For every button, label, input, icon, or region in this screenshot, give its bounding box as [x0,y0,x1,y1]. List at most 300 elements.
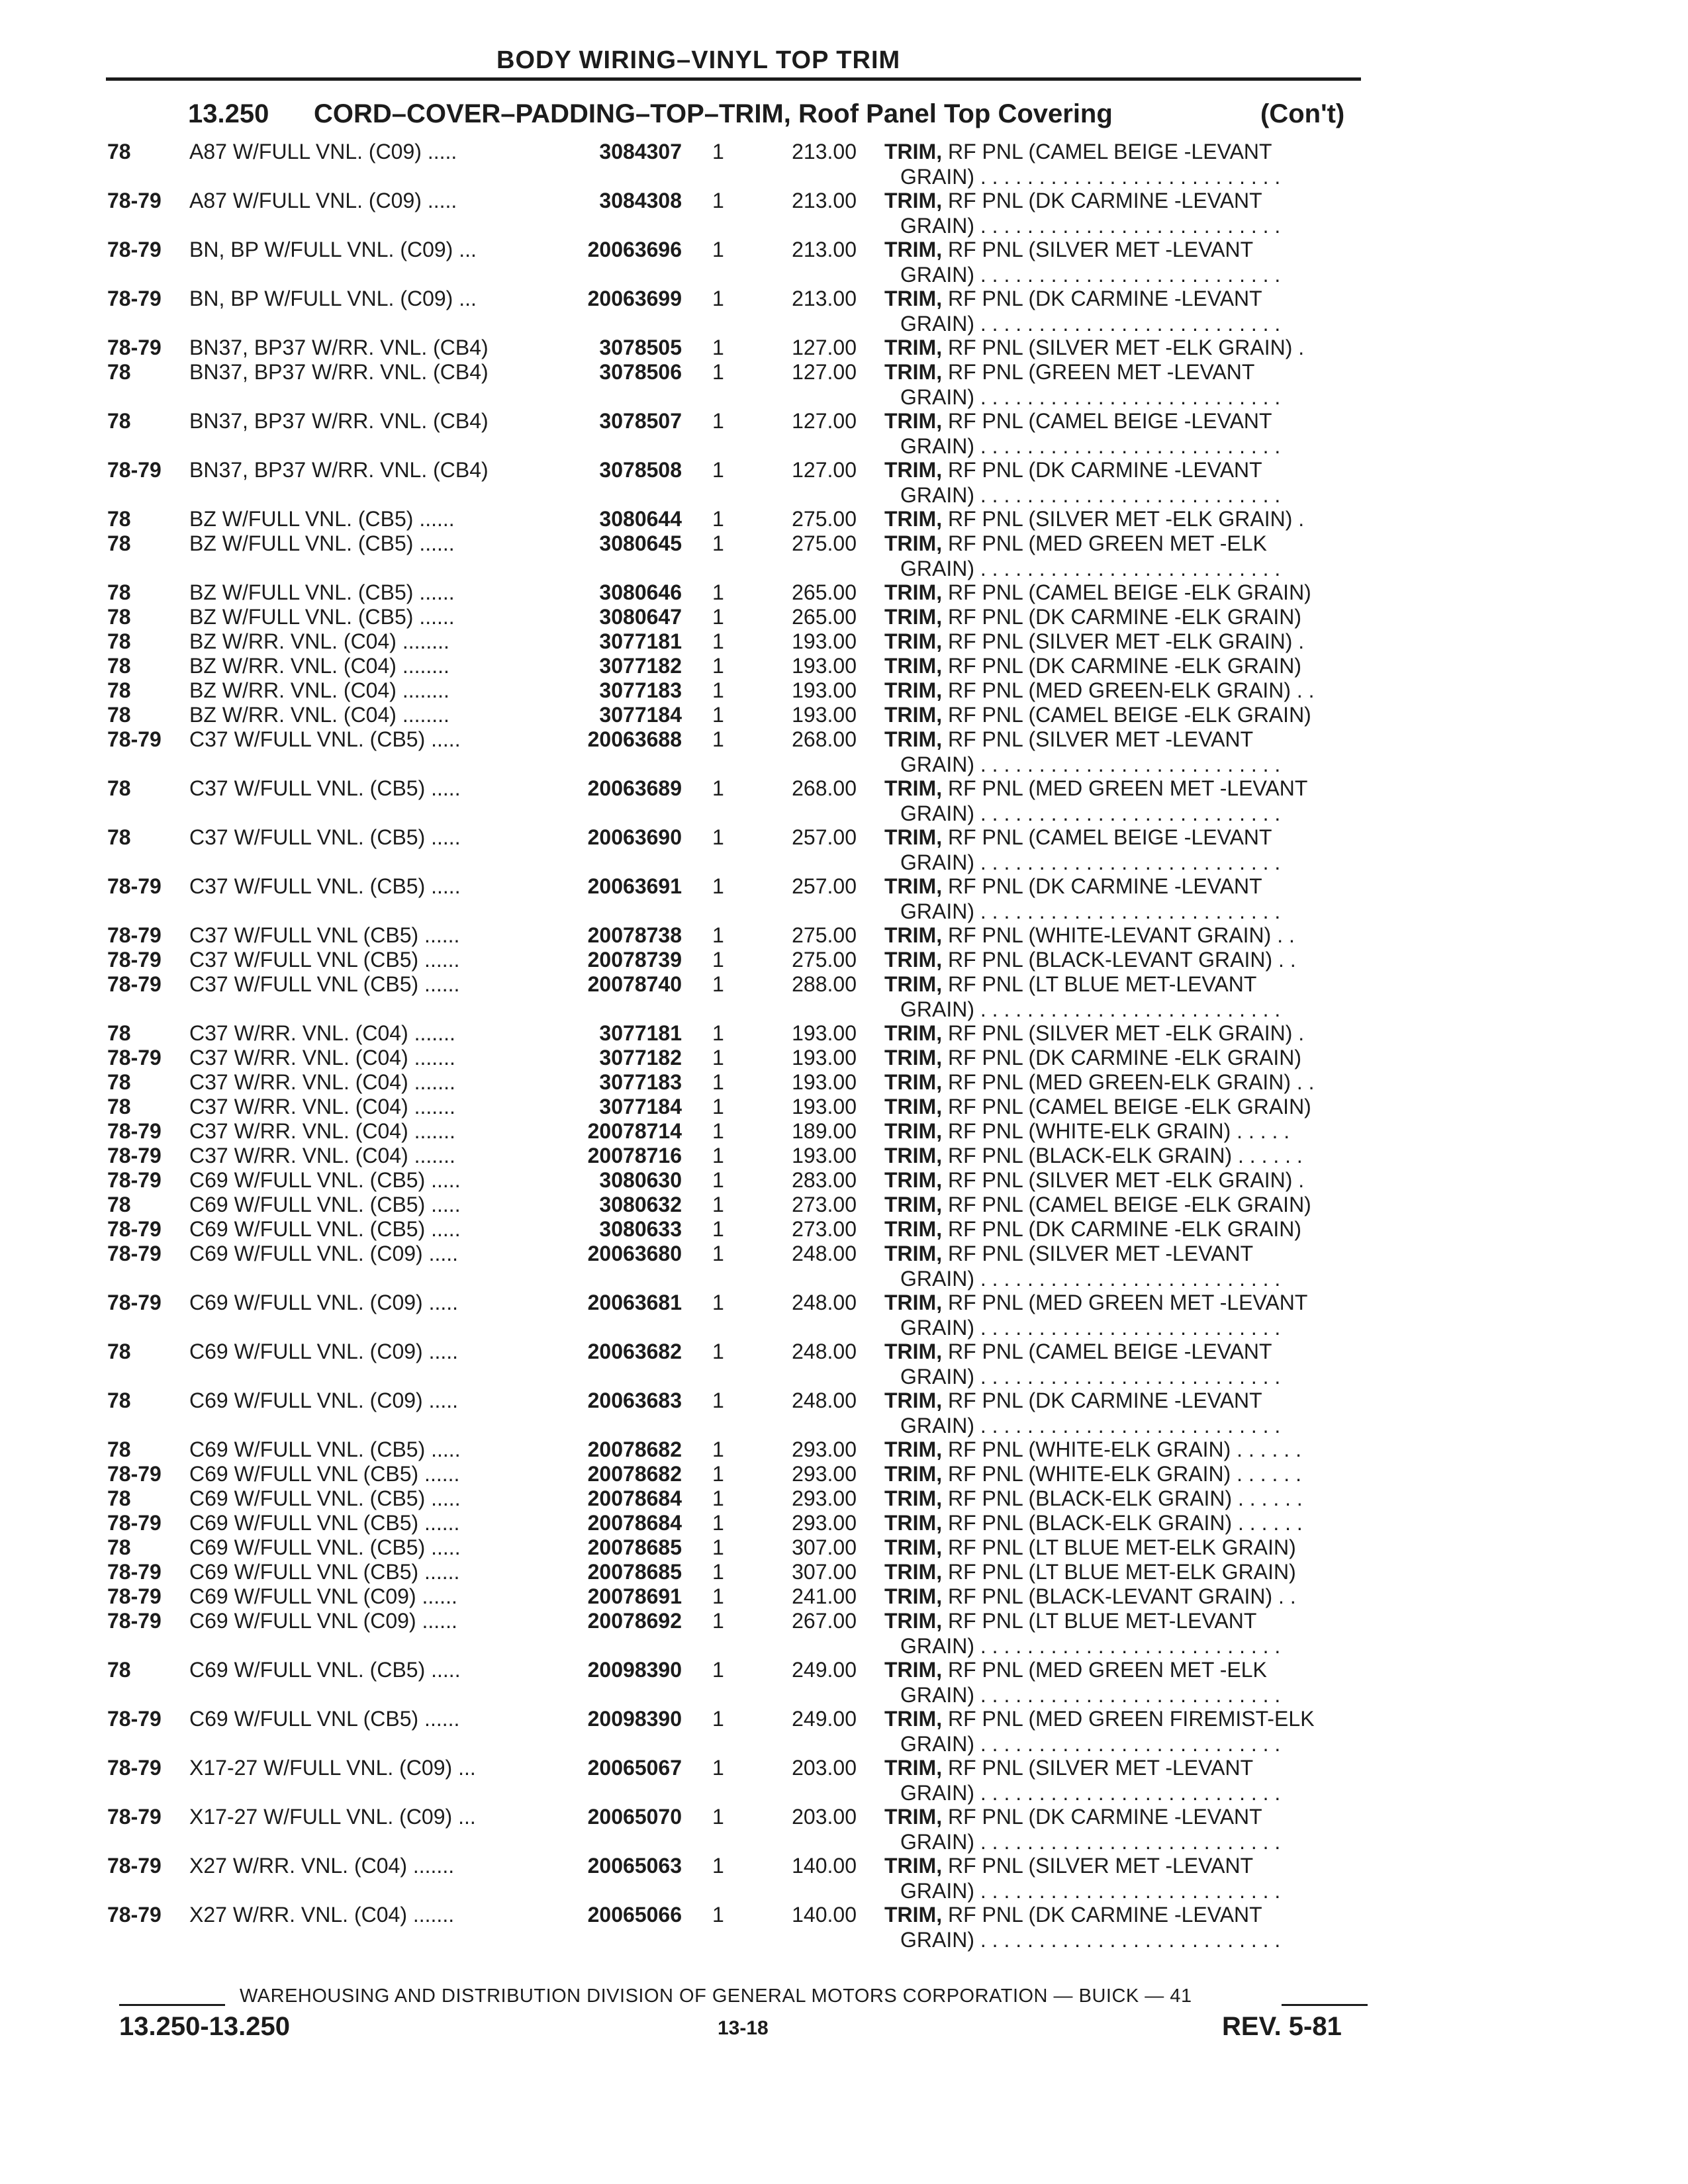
model-description: BN, BP W/FULL VNL. (C09) ... [189,287,477,310]
model-description: C37 W/FULL VNL. (CB5) ..... [189,825,461,849]
part-description-text: RF PNL (MED GREEN MET -LEVANT [942,1291,1308,1314]
model-description: X17-27 W/FULL VNL. (C09) ... [189,1805,476,1829]
model-description: BZ W/RR. VNL. (C04) ........ [189,654,449,678]
model-description: C69 W/FULL VNL (CB5) ...... [189,1707,460,1731]
part-description-head: TRIM, [884,1242,943,1265]
part-description-head: TRIM, [884,360,943,384]
list-price: 127.00 [792,458,857,482]
list-price: 275.00 [792,923,857,947]
quantity: 1 [712,1291,724,1314]
list-price: 203.00 [792,1805,857,1829]
table-row [0,776,1688,825]
table-row [0,580,1688,605]
model-description: BZ W/RR. VNL. (C04) ........ [189,703,449,727]
model-year: 78-79 [107,1462,162,1486]
part-description-head: TRIM, [884,1854,943,1878]
part-description-text: RF PNL (DK CARMINE -LEVANT [942,1805,1262,1829]
quantity: 1 [712,629,724,653]
quantity: 1 [712,972,724,996]
part-number: 20063699 [587,287,682,310]
model-description: C69 W/FULL VNL. (CB5) ..... [189,1658,461,1682]
part-number: 20065066 [587,1903,682,1927]
part-description-text: RF PNL (SILVER MET -LEVANT [942,1854,1254,1878]
model-year: 78-79 [107,1560,162,1584]
part-number: 20078714 [587,1119,682,1143]
list-price: 307.00 [792,1535,857,1559]
part-number: 3080630 [599,1168,682,1192]
table-row [0,1853,1688,1903]
model-description: C69 W/FULL VNL (C09) ...... [189,1609,457,1633]
table-row [0,1167,1688,1193]
part-description [884,1706,1315,1731]
part-description [884,776,1307,801]
quantity: 1 [712,1462,724,1486]
model-description: C69 W/FULL VNL (C09) ...... [189,1584,457,1608]
model-year: 78 [107,703,131,727]
part-description [884,702,1311,727]
part-number: 20078738 [587,923,682,947]
model-year: 78 [107,654,131,678]
table-row [0,335,1688,360]
part-description-text: RF PNL (DK CARMINE -LEVANT [942,874,1262,898]
part-number: 20098390 [587,1658,682,1682]
footer-rule-right [1282,2004,1368,2006]
part-description [884,678,1315,703]
table-row [0,1069,1688,1095]
list-price: 140.00 [792,1903,857,1927]
part-description-head: TRIM, [884,336,943,359]
part-number: 20078682 [587,1462,682,1486]
list-price: 275.00 [792,948,857,972]
part-description [884,1045,1301,1070]
part-description-head: TRIM, [884,727,943,751]
list-price: 257.00 [792,825,857,849]
model-description: C69 W/FULL VNL. (C09) ..... [189,1340,459,1363]
quantity: 1 [712,1437,724,1461]
list-price: 257.00 [792,874,857,898]
model-description: C69 W/FULL VNL. (C09) ..... [189,1291,459,1314]
part-description-text: RF PNL (MED GREEN-ELK GRAIN) . . [942,1070,1315,1094]
part-description-continuation: GRAIN) . . . . . . . . . . . . . . . . . . . . . . . . . . [900,1830,1281,1854]
table-row [0,702,1688,727]
part-description-continuation: GRAIN) . . . . . . . . . . . . . . . . . . . . . . . . . . [900,1414,1281,1437]
list-price: 268.00 [792,727,857,751]
section-continued: (Con't) [1260,99,1345,128]
quantity: 1 [712,1560,724,1584]
quantity: 1 [712,140,724,163]
part-description [884,1094,1311,1119]
part-description [884,1241,1253,1266]
model-year: 78 [107,140,131,163]
part-description [884,1755,1253,1780]
list-price: 241.00 [792,1584,857,1608]
section-heading [188,99,1366,129]
part-description-text: RF PNL (SILVER MET -ELK GRAIN) . [942,1168,1305,1192]
footer-section-range: 13.250-13.250 [119,2012,291,2041]
quantity: 1 [712,1242,724,1265]
part-description-head: TRIM, [884,580,943,604]
part-description-text: RF PNL (SILVER MET -ELK GRAIN) . [942,336,1305,359]
quantity: 1 [712,1535,724,1559]
part-description-continuation: GRAIN) . . . . . . . . . . . . . . . . . . . . . . . . . . [900,165,1281,189]
part-description-text: RF PNL (BLACK-LEVANT GRAIN) . . [942,1584,1296,1608]
model-year: 78-79 [107,1584,162,1608]
part-number: 20078682 [587,1437,682,1461]
quantity: 1 [712,531,724,555]
table-row [0,825,1688,874]
quantity: 1 [712,1658,724,1682]
list-price: 127.00 [792,336,857,359]
model-year: 78-79 [107,1903,162,1927]
model-year: 78-79 [107,1805,162,1829]
table-row [0,1290,1688,1340]
table-row [0,727,1688,776]
part-description-head: TRIM, [884,531,943,555]
model-description: BN37, BP37 W/RR. VNL. (CB4) [189,409,489,433]
quantity: 1 [712,1168,724,1192]
model-description: C37 W/FULL VNL. (CB5) ..... [189,776,461,800]
part-description-text: RF PNL (SILVER MET -LEVANT [942,1242,1254,1265]
model-year: 78-79 [107,972,162,996]
part-description-text: RF PNL (DK CARMINE -ELK GRAIN) [942,654,1301,678]
part-number: 20078684 [587,1486,682,1510]
model-description: C69 W/FULL VNL (CB5) ...... [189,1462,460,1486]
model-description: C69 W/FULL VNL. (CB5) ..... [189,1217,461,1241]
model-description: C69 W/FULL VNL. (CB5) ..... [189,1535,461,1559]
part-number: 3078506 [599,360,682,384]
part-description-head: TRIM, [884,1903,943,1927]
part-description [884,531,1267,556]
table-row [0,1437,1688,1462]
part-description [884,923,1295,948]
part-description [884,972,1256,997]
part-description [884,1657,1267,1682]
model-year: 78-79 [107,727,162,751]
part-number: 3080646 [599,580,682,604]
model-description: C69 W/FULL VNL (CB5) ...... [189,1511,460,1535]
list-price: 288.00 [792,972,857,996]
part-description-text: RF PNL (WHITE-ELK GRAIN) . . . . . . [942,1437,1301,1461]
table-row [0,923,1688,948]
part-description [884,947,1296,972]
part-description-text: RF PNL (GREEN MET -LEVANT [942,360,1255,384]
part-description-head: TRIM, [884,1144,943,1167]
part-number: 20078716 [587,1144,682,1167]
quantity: 1 [712,1340,724,1363]
model-description: BZ W/RR. VNL. (C04) ........ [189,678,449,702]
table-row [0,1143,1688,1168]
list-price: 193.00 [792,703,857,727]
part-description-head: TRIM, [884,703,943,727]
part-description [884,1216,1301,1242]
quantity: 1 [712,654,724,678]
part-number: 20078692 [587,1609,682,1633]
part-number: 20065063 [587,1854,682,1878]
model-description: BN37, BP37 W/RR. VNL. (CB4) [189,336,489,359]
part-number: 3077183 [599,678,682,702]
list-price: 293.00 [792,1462,857,1486]
table-row [0,408,1688,458]
list-price: 193.00 [792,1095,857,1118]
part-description-head: TRIM, [884,1046,943,1069]
list-price: 193.00 [792,678,857,702]
model-description: X27 W/RR. VNL. (C04) ....... [189,1903,455,1927]
table-row [0,1216,1688,1242]
model-year: 78-79 [107,1756,162,1780]
model-year: 78 [107,360,131,384]
quantity: 1 [712,1805,724,1829]
list-price: 189.00 [792,1119,857,1143]
part-number: 20063681 [587,1291,682,1314]
quantity: 1 [712,1095,724,1118]
table-row [0,1388,1688,1437]
part-description-head: TRIM, [884,1119,943,1143]
part-number: 20078685 [587,1535,682,1559]
table-row [0,1902,1688,1952]
part-description-head: TRIM, [884,458,943,482]
table-row [0,874,1688,923]
list-price: 213.00 [792,140,857,163]
part-description-text: RF PNL (BLACK-ELK GRAIN) . . . . . . [942,1144,1303,1167]
part-number: 3078508 [599,458,682,482]
model-year: 78 [107,1340,131,1363]
model-description: C37 W/RR. VNL. (C04) ....... [189,1095,455,1118]
footer-page-number: 13-18 [718,2017,769,2039]
model-description: C37 W/FULL VNL (CB5) ...... [189,948,460,972]
table-row [0,237,1688,287]
model-description: X17-27 W/FULL VNL. (C09) ... [189,1756,476,1780]
part-description-head: TRIM, [884,1805,943,1829]
quantity: 1 [712,360,724,384]
quantity: 1 [712,1388,724,1412]
part-description-continuation: GRAIN) . . . . . . . . . . . . . . . . . . . . . . . . . . [900,1365,1281,1388]
model-year: 78 [107,531,131,555]
model-year: 78 [107,1486,131,1510]
model-year: 78 [107,1095,131,1118]
part-description-head: TRIM, [884,1388,943,1412]
part-description-continuation: GRAIN) . . . . . . . . . . . . . . . . . . . . . . . . . . [900,1732,1281,1756]
quantity: 1 [712,874,724,898]
model-year: 78-79 [107,336,162,359]
part-number: 3080644 [599,507,682,531]
model-year: 78 [107,1193,131,1216]
table-row [0,1755,1688,1805]
part-description-head: TRIM, [884,1560,943,1584]
part-number: 20063691 [587,874,682,898]
table-row [0,1045,1688,1070]
part-description-text: RF PNL (MED GREEN MET -ELK [942,1658,1267,1682]
model-description: A87 W/FULL VNL. (C09) ..... [189,189,457,212]
model-year: 78-79 [107,1511,162,1535]
list-price: 273.00 [792,1217,857,1241]
quantity: 1 [712,948,724,972]
part-description [884,727,1253,752]
part-description [884,139,1272,164]
list-price: 249.00 [792,1707,857,1731]
model-description: BN37, BP37 W/RR. VNL. (CB4) [189,360,489,384]
part-description-text: RF PNL (SILVER MET -ELK GRAIN) . [942,507,1305,531]
model-year: 78 [107,1437,131,1461]
part-number: 3077184 [599,703,682,727]
part-number: 20065067 [587,1756,682,1780]
part-description [884,237,1253,262]
part-description [884,1192,1311,1217]
part-description-head: TRIM, [884,972,943,996]
list-price: 193.00 [792,1144,857,1167]
list-price: 265.00 [792,605,857,629]
part-description [884,1437,1301,1462]
part-number: 3077182 [599,1046,682,1069]
part-description-head: TRIM, [884,1021,943,1045]
part-description-text: RF PNL (DK CARMINE -LEVANT [942,1388,1262,1412]
part-description [884,1118,1289,1144]
quantity: 1 [712,825,724,849]
section-number: 13.250 [188,99,269,128]
model-year: 78 [107,825,131,849]
model-description: BZ W/FULL VNL. (CB5) ...... [189,605,455,629]
table-row [0,1510,1688,1535]
part-number: 3084307 [599,140,682,163]
part-description-continuation: GRAIN) . . . . . . . . . . . . . . . . . . . . . . . . . . [900,1267,1281,1291]
model-description: BZ W/RR. VNL. (C04) ........ [189,629,449,653]
header-divider [106,77,1361,81]
part-description-continuation: GRAIN) . . . . . . . . . . . . . . . . . . . . . . . . . . [900,1928,1281,1952]
part-number: 3080647 [599,605,682,629]
table-row [0,1584,1688,1609]
part-description-head: TRIM, [884,776,943,800]
part-description [884,825,1272,850]
part-description-text: RF PNL (CAMEL BEIGE -LEVANT [942,409,1272,433]
part-number: 3080633 [599,1217,682,1241]
part-number: 3080645 [599,531,682,555]
list-price: 267.00 [792,1609,857,1633]
part-description-text: RF PNL (BLACK-ELK GRAIN) . . . . . . [942,1511,1303,1535]
part-description-text: RF PNL (LT BLUE MET-LEVANT [942,972,1257,996]
table-row [0,457,1688,507]
quantity: 1 [712,1144,724,1167]
part-description-text: RF PNL (DK CARMINE -LEVANT [942,287,1262,310]
part-number: 3078507 [599,409,682,433]
table-row [0,286,1688,336]
part-description-text: RF PNL (CAMEL BEIGE -ELK GRAIN) [942,580,1311,604]
part-description-continuation: GRAIN) . . . . . . . . . . . . . . . . . . . . . . . . . . [900,214,1281,238]
quantity: 1 [712,605,724,629]
list-price: 248.00 [792,1242,857,1265]
model-description: C69 W/FULL VNL. (CB5) ..... [189,1193,461,1216]
part-number: 3084308 [599,189,682,212]
model-year: 78 [107,1535,131,1559]
part-description-head: TRIM, [884,605,943,629]
model-year: 78-79 [107,1609,162,1633]
model-year: 78-79 [107,1242,162,1265]
quantity: 1 [712,189,724,212]
part-description [884,1339,1272,1364]
model-year: 78-79 [107,1291,162,1314]
list-price: 273.00 [792,1193,857,1216]
part-description [884,1021,1304,1046]
part-description-head: TRIM, [884,1511,943,1535]
part-description-head: TRIM, [884,1095,943,1118]
table-row [0,1021,1688,1046]
page-title: BODY WIRING–VINYL TOP TRIM [496,46,901,74]
part-description-text: RF PNL (DK CARMINE -LEVANT [942,458,1262,482]
part-description [884,604,1301,629]
table-row [0,359,1688,409]
list-price: 275.00 [792,507,857,531]
list-price: 248.00 [792,1291,857,1314]
table-row [0,947,1688,972]
model-description: C69 W/FULL VNL. (CB5) ..... [189,1168,461,1192]
part-number: 3078505 [599,336,682,359]
quantity: 1 [712,1021,724,1045]
list-price: 248.00 [792,1340,857,1363]
part-description-head: TRIM, [884,1658,943,1682]
part-description [884,580,1311,605]
table-row [0,629,1688,654]
part-description-text: RF PNL (DK CARMINE -ELK GRAIN) [942,1217,1301,1241]
part-number: 20078691 [587,1584,682,1608]
part-description-text: RF PNL (CAMEL BEIGE -ELK GRAIN) [942,703,1311,727]
quantity: 1 [712,1217,724,1241]
quantity: 1 [712,287,724,310]
table-row [0,604,1688,629]
part-description [884,1461,1301,1486]
model-description: C69 W/FULL VNL. (CB5) ..... [189,1437,461,1461]
quantity: 1 [712,507,724,531]
part-description-continuation: GRAIN) . . . . . . . . . . . . . . . . . . . . . . . . . . [900,263,1281,287]
part-description [884,1804,1262,1829]
part-description-head: TRIM, [884,1707,943,1731]
model-year: 78 [107,678,131,702]
model-description: C69 W/FULL VNL (CB5) ...... [189,1560,460,1584]
part-number: 20078685 [587,1560,682,1584]
part-number: 20063689 [587,776,682,800]
part-description-text: RF PNL (DK CARMINE -ELK GRAIN) [942,1046,1301,1069]
model-description: BN37, BP37 W/RR. VNL. (CB4) [189,458,489,482]
part-description [884,1902,1262,1927]
part-description-head: TRIM, [884,1535,943,1559]
part-description-head: TRIM, [884,140,943,163]
part-number: 20065070 [587,1805,682,1829]
model-year: 78-79 [107,287,162,310]
quantity: 1 [712,1609,724,1633]
part-description [884,1486,1303,1511]
part-description [884,1069,1315,1095]
table-row [0,678,1688,703]
part-description [884,1510,1303,1535]
part-description [884,1584,1296,1609]
list-price: 268.00 [792,776,857,800]
part-description [884,629,1304,654]
list-price: 249.00 [792,1658,857,1682]
part-description-head: TRIM, [884,238,943,261]
part-description-text: RF PNL (SILVER MET -LEVANT [942,1756,1254,1780]
part-description-continuation: GRAIN) . . . . . . . . . . . . . . . . . . . . . . . . . . [900,752,1281,776]
part-description-head: TRIM, [884,1462,943,1486]
part-description-text: RF PNL (WHITE-LEVANT GRAIN) . . [942,923,1295,947]
part-number: 3080632 [599,1193,682,1216]
model-year: 78-79 [107,1707,162,1731]
table-row [0,1657,1688,1707]
part-description-text: RF PNL (DK CARMINE -LEVANT [942,189,1262,212]
model-year: 78 [107,409,131,433]
list-price: 193.00 [792,1021,857,1045]
part-description-head: TRIM, [884,874,943,898]
model-description: C69 W/FULL VNL. (C09) ..... [189,1388,459,1412]
part-description-continuation: GRAIN) . . . . . . . . . . . . . . . . . . . . . . . . . . [900,483,1281,507]
part-number: 20063682 [587,1340,682,1363]
part-number: 20063688 [587,727,682,751]
